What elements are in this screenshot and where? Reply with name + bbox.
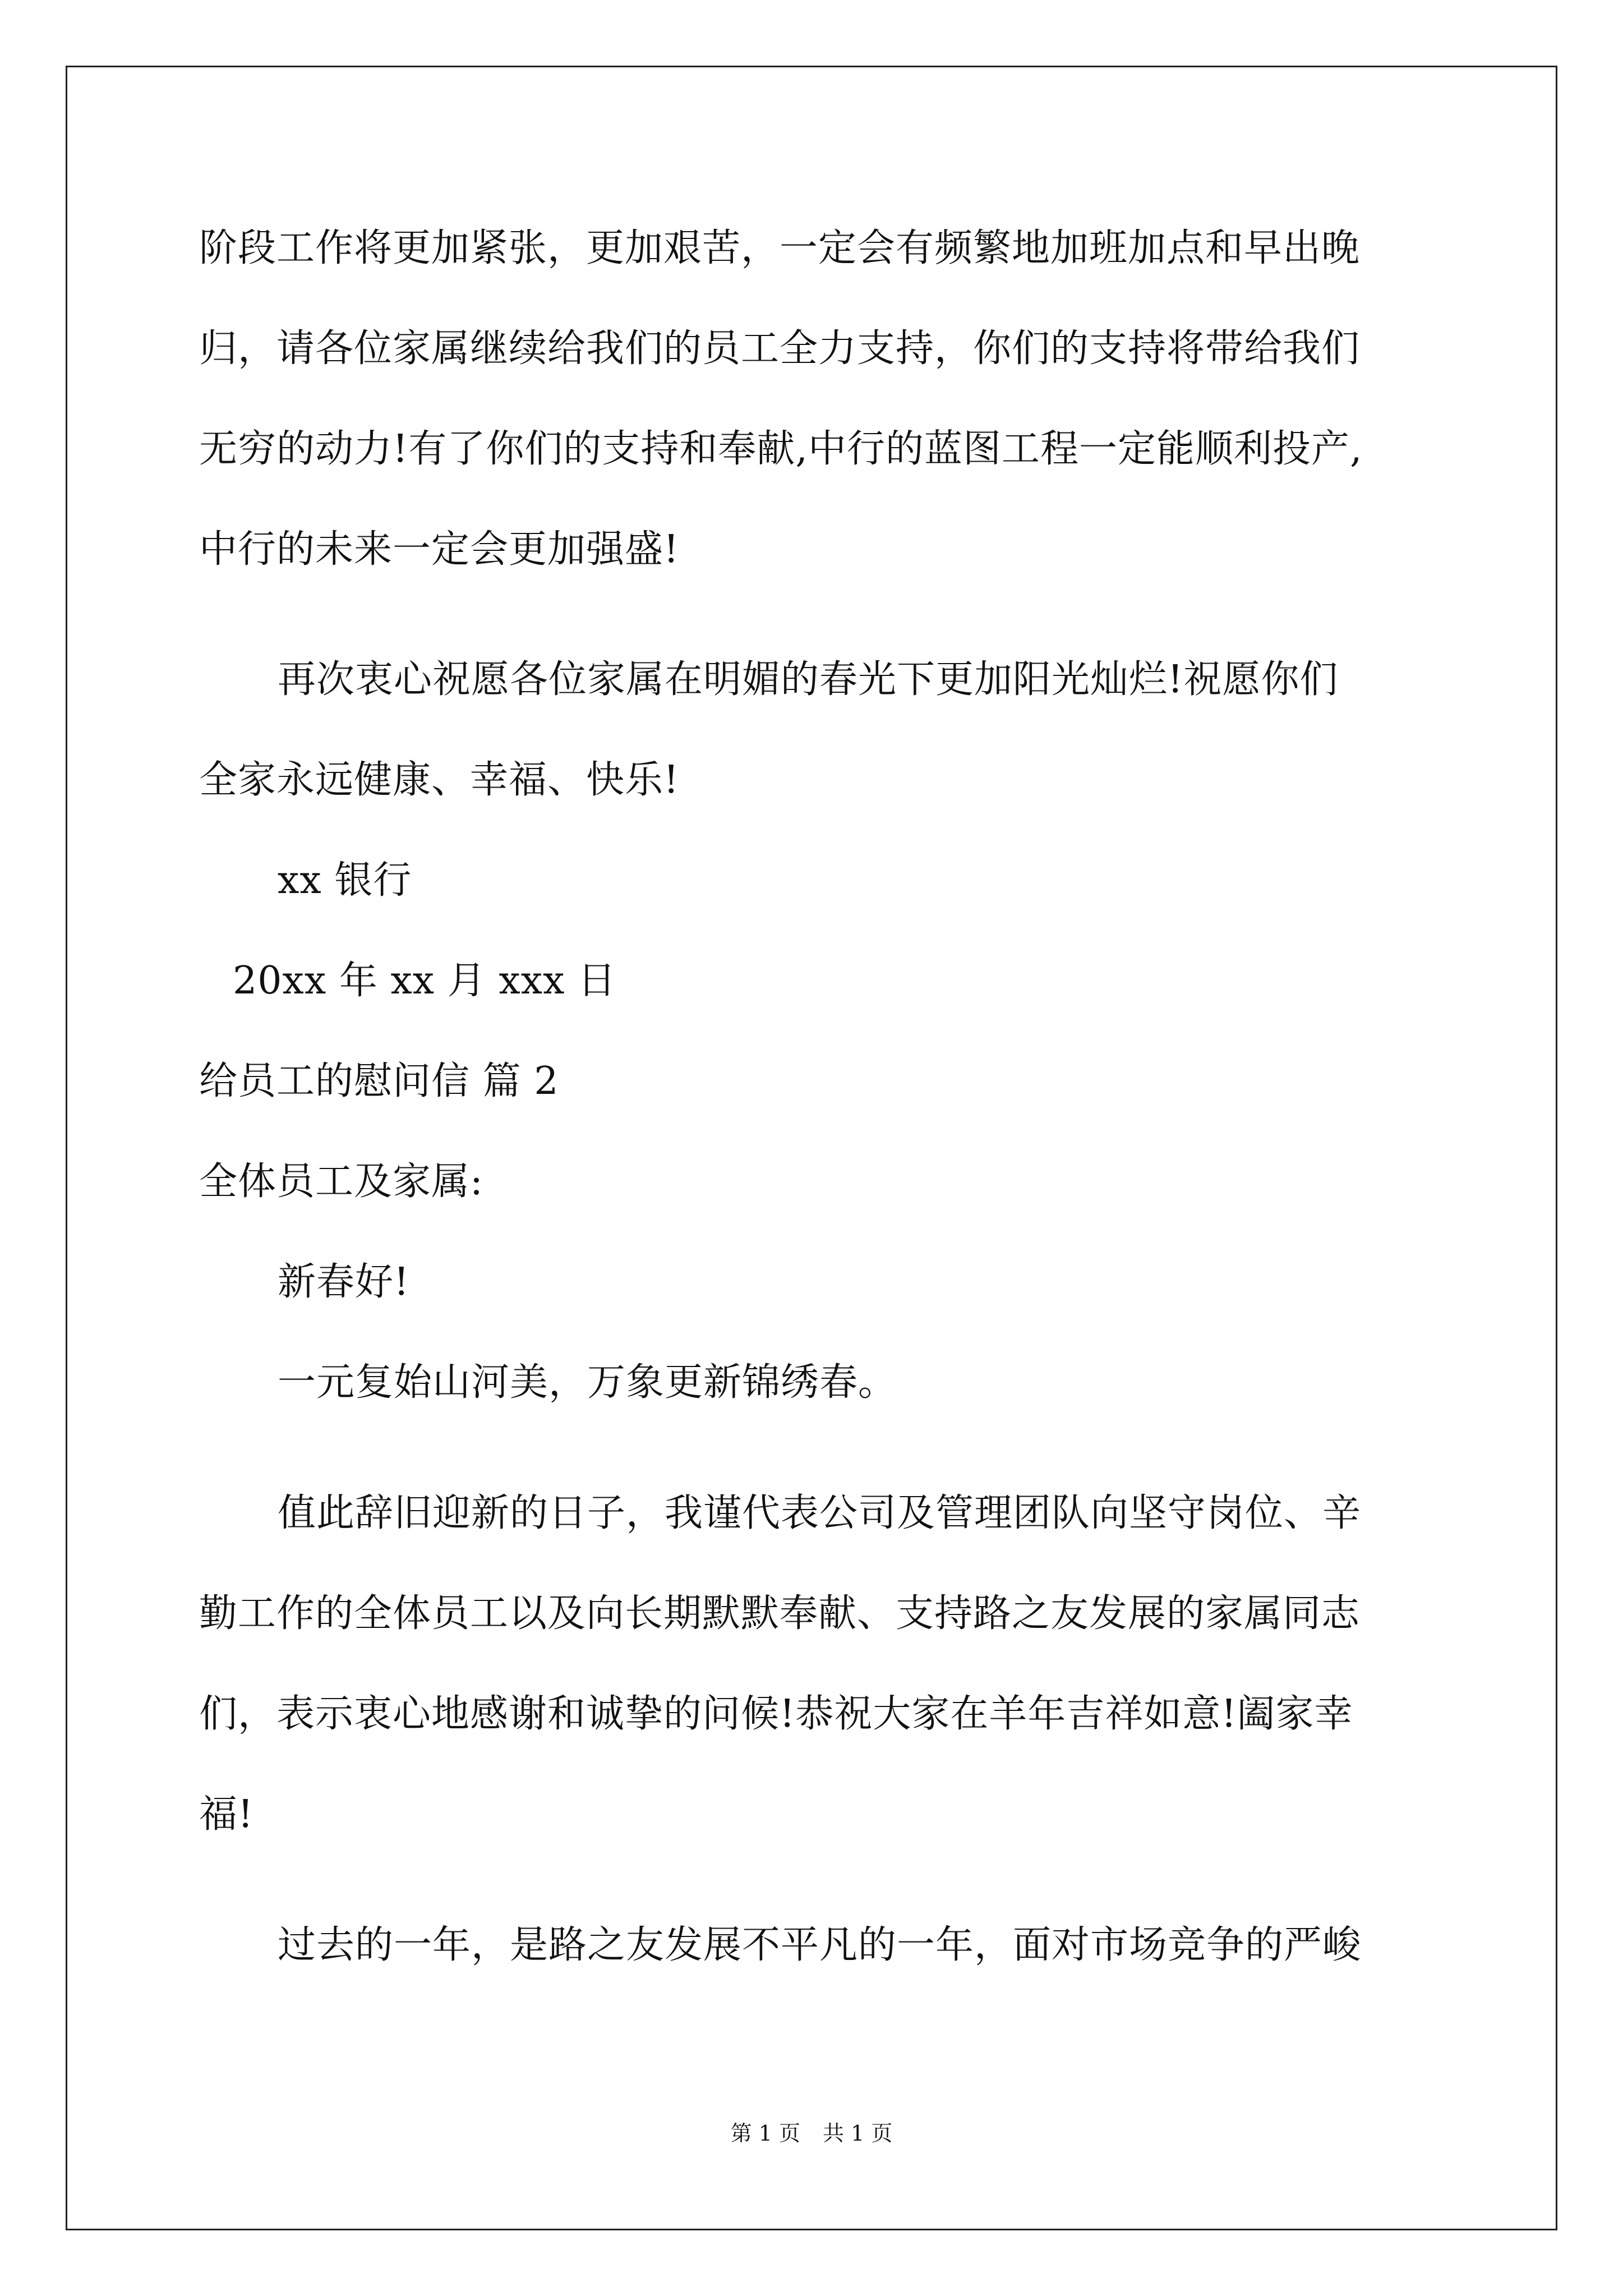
page-footer (0, 2119, 1623, 2147)
salutation: 全体员工及家属: (199, 1159, 483, 1204)
signature-bank: xx 银行 (278, 858, 412, 903)
signature-date: 20xx 年 xx 月 xxx 日 (233, 959, 617, 1003)
body-line: 一元复始山河美，万象更新锦绣春。 (278, 1360, 897, 1405)
body-line: 再次衷心祝愿各位家属在明媚的春光下更加阳光灿烂!祝愿你们 (278, 657, 1339, 702)
body-line: 福! (199, 1792, 254, 1837)
page-number: 第 1 页 (730, 2121, 800, 2146)
greeting: 新春好! (278, 1260, 410, 1304)
body-line: 过去的一年，是路之友发展不平凡的一年，面对市场竞争的严峻 (278, 1923, 1362, 1967)
body-line: 阶段工作将更加紧张，更加艰苦，一定会有频繁地加班加点和早出晚 (199, 226, 1361, 270)
body-line: 全家永远健康、幸福、快乐! (199, 758, 680, 802)
page-total: 共 1 页 (823, 2121, 893, 2146)
body-line: 值此辞旧迎新的日子，我谨代表公司及管理团队向坚守岗位、辛 (278, 1491, 1362, 1535)
section-title: 给员工的慰问信 篇 2 (199, 1059, 559, 1103)
body-line: 无穷的动力!有了你们的支持和奉献,中行的蓝图工程一定能顺利投产, (199, 427, 1363, 471)
body-line: 中行的未来一定会更加强盛! (199, 527, 680, 572)
body-line: 勤工作的全体员工以及向长期默默奉献、支持路之友发展的家属同志 (199, 1591, 1361, 1636)
page-border (66, 66, 1557, 2230)
body-line: 们，表示衷心地感谢和诚挚的问候!恭祝大家在羊年吉祥如意!阖家幸 (199, 1692, 1353, 1736)
body-line: 归，请各位家属继续给我们的员工全力支持，你们的支持将带给我们 (199, 326, 1361, 371)
